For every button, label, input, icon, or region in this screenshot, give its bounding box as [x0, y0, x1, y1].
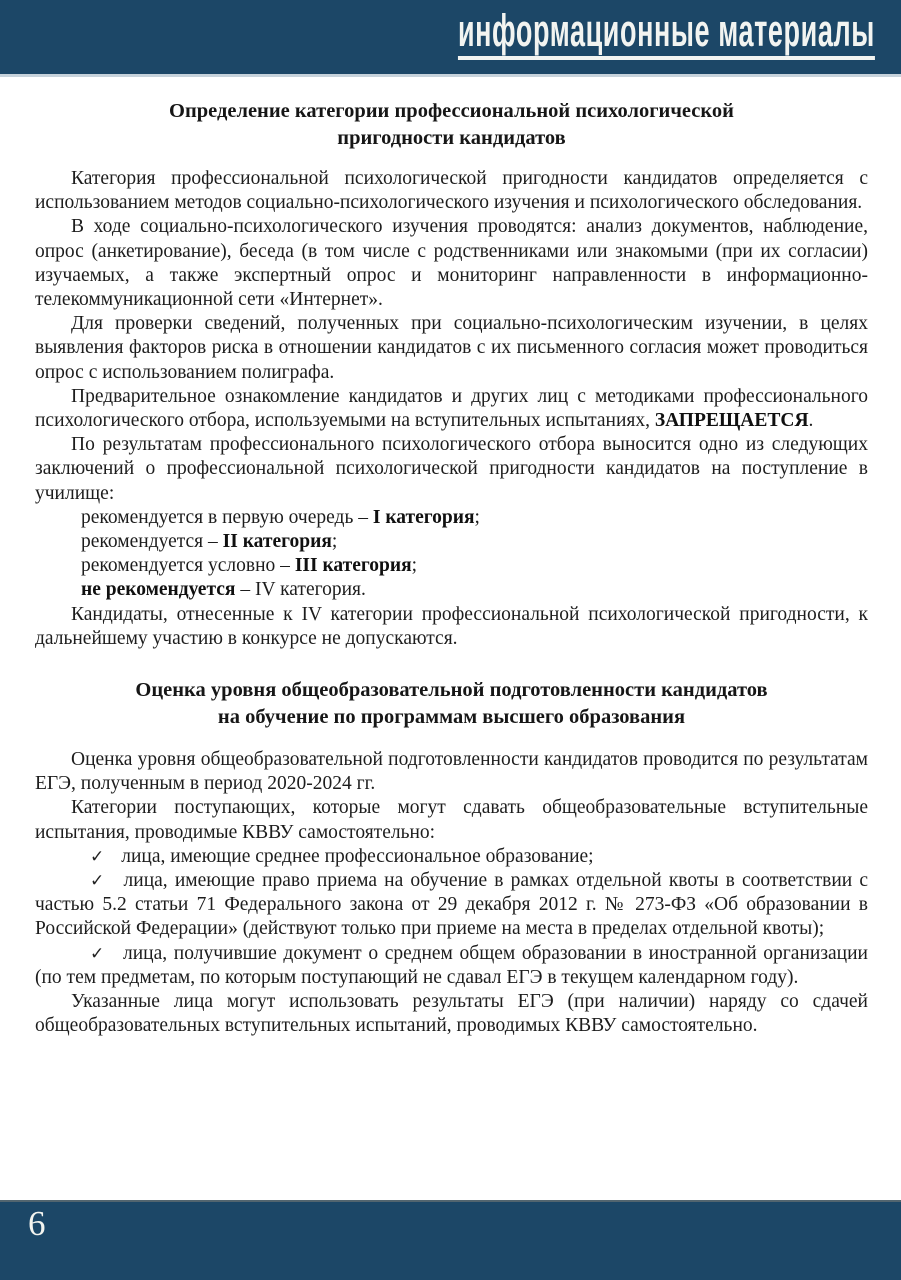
paragraph-iv-category-note: Кандидаты, отнесенные к IV категории профессиональной психологической пригодности, к дальнейшему участию в конкурсе не допускаются.: [35, 603, 868, 649]
category-item-2: [35, 530, 868, 554]
paragraph-prohibited-text: Предварительное ознакомление кандидатов и других лиц с методиками профессионального психологического отбора, используемыми на вступительных испытаниях,: [35, 385, 868, 432]
section2-heading-line1: Оценка уровня общеобразовательной подготовленности кандидатов: [135, 679, 768, 702]
paragraph-social-psych-study: В ходе социально-психологического изучения проводятся: анализ документов, наблюдение, опрос (анкетирование), беседа (в том числе с родственниками или знакомыми (при их согласии) изучаемых, а также экспертный опрос и мониторинг направленности в информационно-телекоммуникационной сети «Интернет».: [35, 216, 868, 311]
category-item-text: рекомендуется в первую очередь –: [81, 506, 373, 528]
check-list-item-1: [35, 845, 868, 869]
category-item-bold: III категория: [294, 555, 412, 577]
paragraph-conclusions-intro: По результатам профессионального психологического отбора выносится одно из следующих заключений о профессиональной психологической пригодности кандидатов на поступление в училище:: [35, 434, 868, 504]
category-item-3: [35, 554, 868, 578]
page-footer-band: [0, 1200, 901, 1280]
prohibited-bold-text: ЗАПРЕЩАЕТСЯ: [654, 410, 809, 432]
section1-heading-line2: пригодности кандидатов: [337, 127, 566, 149]
paragraph-polygraph: Для проверки сведений, полученных при социально-психологическим изучении, в целях выявления факторов риска в отношении кандидатов с их письменного согласия может проводиться опрос с использованием полиграфа.: [35, 313, 868, 383]
category-item-text: рекомендуется условно –: [81, 555, 295, 577]
section1-heading: [35, 98, 868, 152]
category-item-end: ;: [331, 531, 338, 553]
category-item-end: ;: [411, 555, 418, 577]
category-item-bold: I категория: [372, 506, 475, 528]
check-item-text: лица, имеющие право приема на обучение в рамках отдельной квоты в соответствии с частью 5.2 статьи 71 Федерального закона от 29 декабря 2012 г. № 273-ФЗ «Об образовании в Российской Федерации» (действуют только при приеме на места в пределах отдельной квоты);: [35, 870, 868, 940]
checkmark-icon: ✓: [90, 943, 107, 964]
category-item-bold: не рекомендуется: [81, 579, 236, 601]
check-item-text: лица, получившие документ о среднем общем образовании в иностранной организации (по тем предметам, по которым поступающий не сдавал ЕГЭ в текущем календарном году).: [35, 942, 868, 988]
page-header-band: [0, 0, 901, 77]
paragraph-applicant-categories-intro: Категории поступающих, которые могут сдавать общеобразовательные вступительные испытания, проводимые КВВУ самостоятельно:: [35, 797, 868, 843]
section2-heading: [35, 677, 868, 731]
paragraph-ege-usage-note: Указанные лица могут использовать результаты ЕГЭ (при наличии) наряду со сдачей общеобразовательных вступительных испытаний, проводимых КВВУ самостоятельно.: [35, 991, 868, 1037]
paragraph-category-definition: Категория профессиональной психологической пригодности кандидатов определяется с использованием методов социально-психологического изучения и психологического обследования.: [35, 168, 868, 214]
category-item-1: [35, 506, 868, 530]
document-content: [0, 80, 901, 1039]
page-number: 6: [28, 1204, 46, 1243]
paragraph-ege-assessment: Оценка уровня общеобразовательной подготовленности кандидатов проводится по результатам ЕГЭ, полученным в период 2020-2024 гг.: [35, 749, 868, 795]
header-title: информационные материалы: [458, 8, 875, 60]
category-item-end: – IV категория.: [235, 579, 366, 601]
category-item-end: ;: [474, 506, 480, 528]
category-item-4: [35, 578, 868, 602]
paragraph-prohibited: [35, 385, 868, 433]
check-item-text: лица, имеющие среднее профессиональное образование;: [121, 845, 594, 867]
check-list-item-3: [35, 942, 868, 990]
paragraph-prohibited-end: .: [808, 410, 814, 432]
category-item-bold: II категория: [222, 531, 332, 553]
checkmark-icon: ✓: [90, 871, 107, 892]
checkmark-icon: ✓: [90, 846, 105, 867]
check-list-item-2: [35, 869, 868, 942]
category-item-text: рекомендуется –: [81, 531, 223, 553]
section2-heading-line2: на обучение по программам высшего образования: [217, 706, 686, 729]
section1-heading-line1: Определение категории профессиональной психологической: [169, 100, 734, 122]
